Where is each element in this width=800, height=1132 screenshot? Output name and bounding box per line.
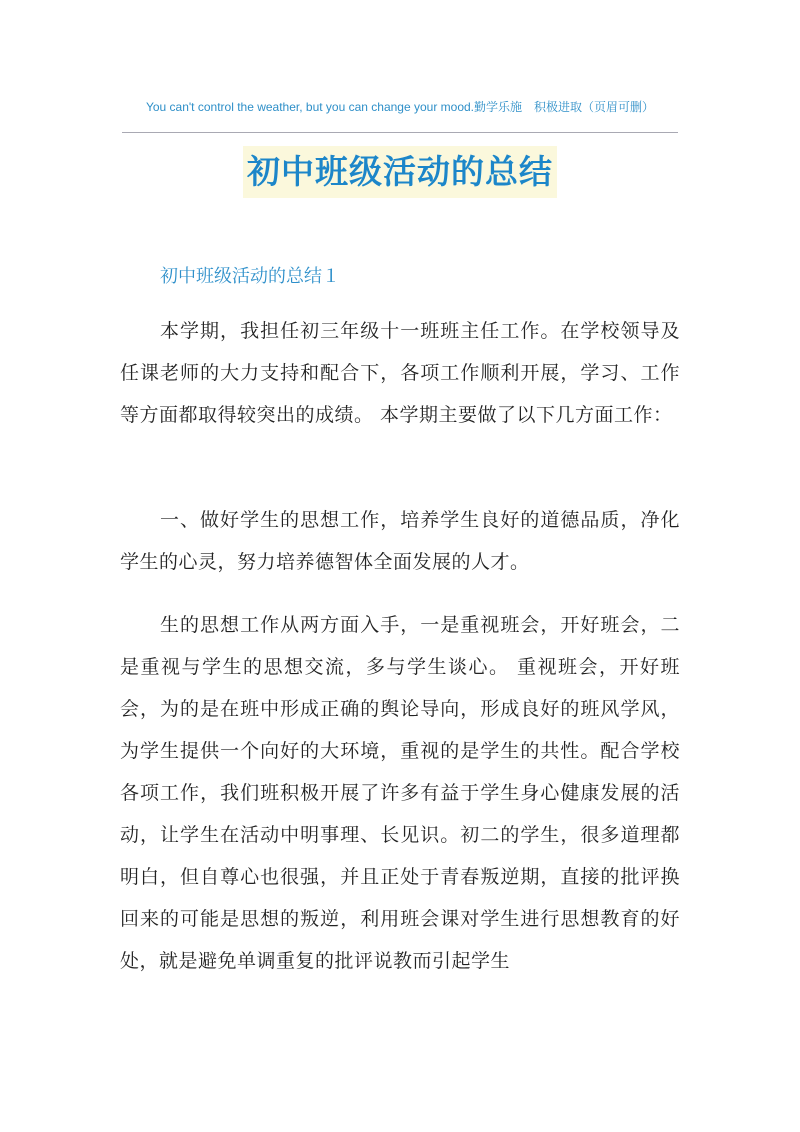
page-header-text: You can't control the weather, but you can change your mood.勤学乐施 积极进取（页眉可删） — [145, 100, 655, 114]
title-container — [0, 146, 800, 198]
document-title: 初中班级活动的总结 — [243, 146, 557, 198]
header-divider — [122, 132, 678, 133]
paragraph-1-container — [120, 310, 680, 436]
paragraph: 一、做好学生的思想工作，培养学生良好的道德品质，净化学生的心灵，努力培养德智体全面发展的人才。 — [120, 509, 680, 573]
paragraph: 本学期，我担任初三年级十一班班主任工作。在学校领导及任课老师的大力支持和配合下，各项工作顺利开展，学习、工作等方面都取得较突出的成绩。 本学期主要做了以下几方面工作： — [120, 320, 680, 426]
paragraph: 生的思想工作从两方面入手，一是重视班会，开好班会，二是重视与学生的思想交流，多与学生谈心。 重视班会，开好班会，为的是在班中形成正确的舆论导向，形成良好的班风学风，为学生提供一个向好的大环境，重视的是学生的共性。配合学校各项工作，我们班积极开展了许多有益于学生身心健康发展的活动，让学生在活动中明事理、长见识。初二的学生，很多道理都明白，但自尊心也很强，并且正处于青春叛逆期，直接的批评换回来的可能是思想的叛逆，利用班会课对学生进行思想教育的好处，就是避免单调重复的批评说教而引起学生 — [120, 614, 680, 972]
paragraph-3-container — [120, 604, 680, 982]
paragraph-2-container — [120, 499, 680, 583]
section-heading: 初中班级活动的总结１ — [160, 266, 340, 287]
